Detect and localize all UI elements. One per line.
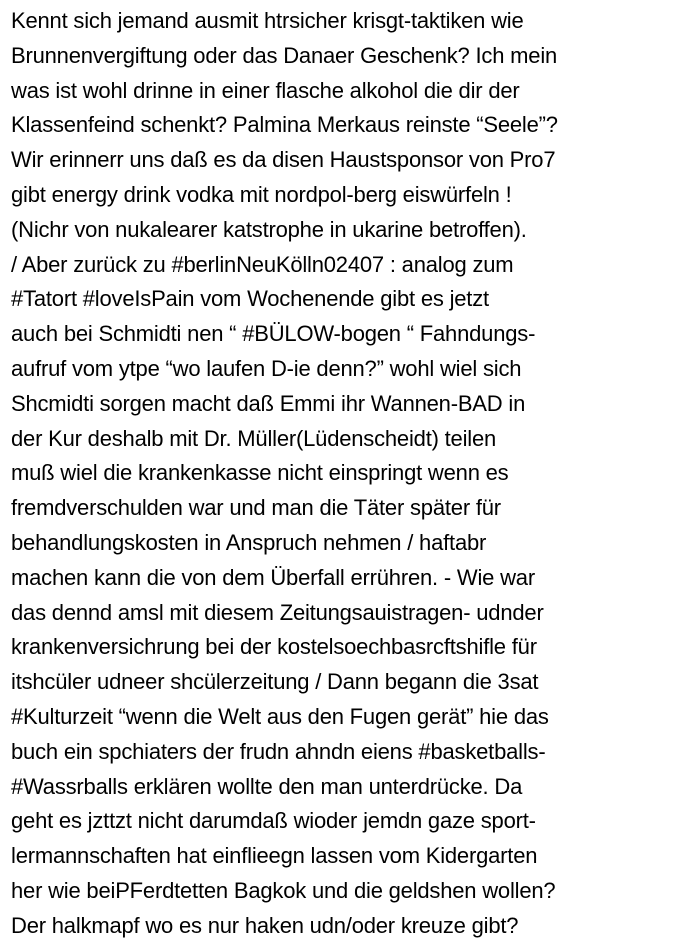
body-text [11, 4, 681, 944]
text-line: Der halkmapf wo es nur haken udn/oder kreuze gibt? [11, 912, 519, 938]
text-line: Wir erinnerr uns daß es da disen Haustsponsor von Pro7 [11, 147, 556, 173]
text-line: #Tatort #loveIsPain vom Wochenende gibt es jetzt [11, 286, 489, 312]
text-line: (Nichr von nukalearer katstrophe in ukarine betroffen). [11, 216, 527, 242]
text-line: #Wassrballs erklären wollte den man unterdrücke. Da [11, 773, 523, 799]
text-line: Shcmidti sorgen macht daß Emmi ihr Wannen-BAD in [11, 390, 526, 416]
text-line: geht es jzttzt nicht darumdaß wioder jemdn gaze sport- [11, 808, 536, 834]
text-line: / Aber zurück zu #berlinNeuKölln02407 : analog zum [11, 251, 514, 277]
text-line: fremdverschulden war und man die Täter später für [11, 495, 501, 521]
text-line: das dennd amsl mit diesem Zeitungsauistragen- udnder [11, 599, 544, 625]
text-line: lermannschaften hat einflieegn lassen vom Kidergarten [11, 843, 538, 869]
text-line: Brunnenvergiftung oder das Danaer Geschenk? Ich mein [11, 42, 558, 68]
text-line: krankenversichrung bei der kostelsoechbasrcftshifle für [11, 634, 537, 660]
text-line: muß wiel die krankenkasse nicht einspringt wenn es [11, 460, 509, 486]
text-line: #Kulturzeit “wenn die Welt aus den Fugen gerät” hie das [11, 703, 549, 729]
text-line: auch bei Schmidti nen “ #BÜLOW-bogen “ Fahndungs- [11, 321, 536, 347]
text-line: itshcüler udneer shcülerzeitung / Dann begann die 3sat [11, 669, 539, 695]
text-line: machen kann die von dem Überfall errühren. - Wie war [11, 564, 535, 590]
text-line: behandlungskosten in Anspruch nehmen / haftabr [11, 529, 487, 555]
text-line: der Kur deshalb mit Dr. Müller(Lüdenscheidt) teilen [11, 425, 497, 451]
text-line: aufruf vom ytpe “wo laufen D-ie denn?” wohl wiel sich [11, 355, 522, 381]
text-line: Kennt sich jemand ausmit htrsicher krisgt-taktiken wie [11, 8, 524, 33]
text-line: buch ein spchiaters der frudn ahndn eiens #basketballs- [11, 738, 546, 764]
text-line: her wie beiPFerdtetten Bagkok und die geldshen wollen? [11, 877, 556, 903]
text-line: was ist wohl drinne in einer flasche alkohol die dir der [11, 77, 520, 103]
text-line: gibt energy drink vodka mit nordpol-berg eiswürfeln ! [11, 181, 512, 207]
text-line: Klassenfeind schenkt? Palmina Merkaus reinste “Seele”? [11, 112, 558, 138]
